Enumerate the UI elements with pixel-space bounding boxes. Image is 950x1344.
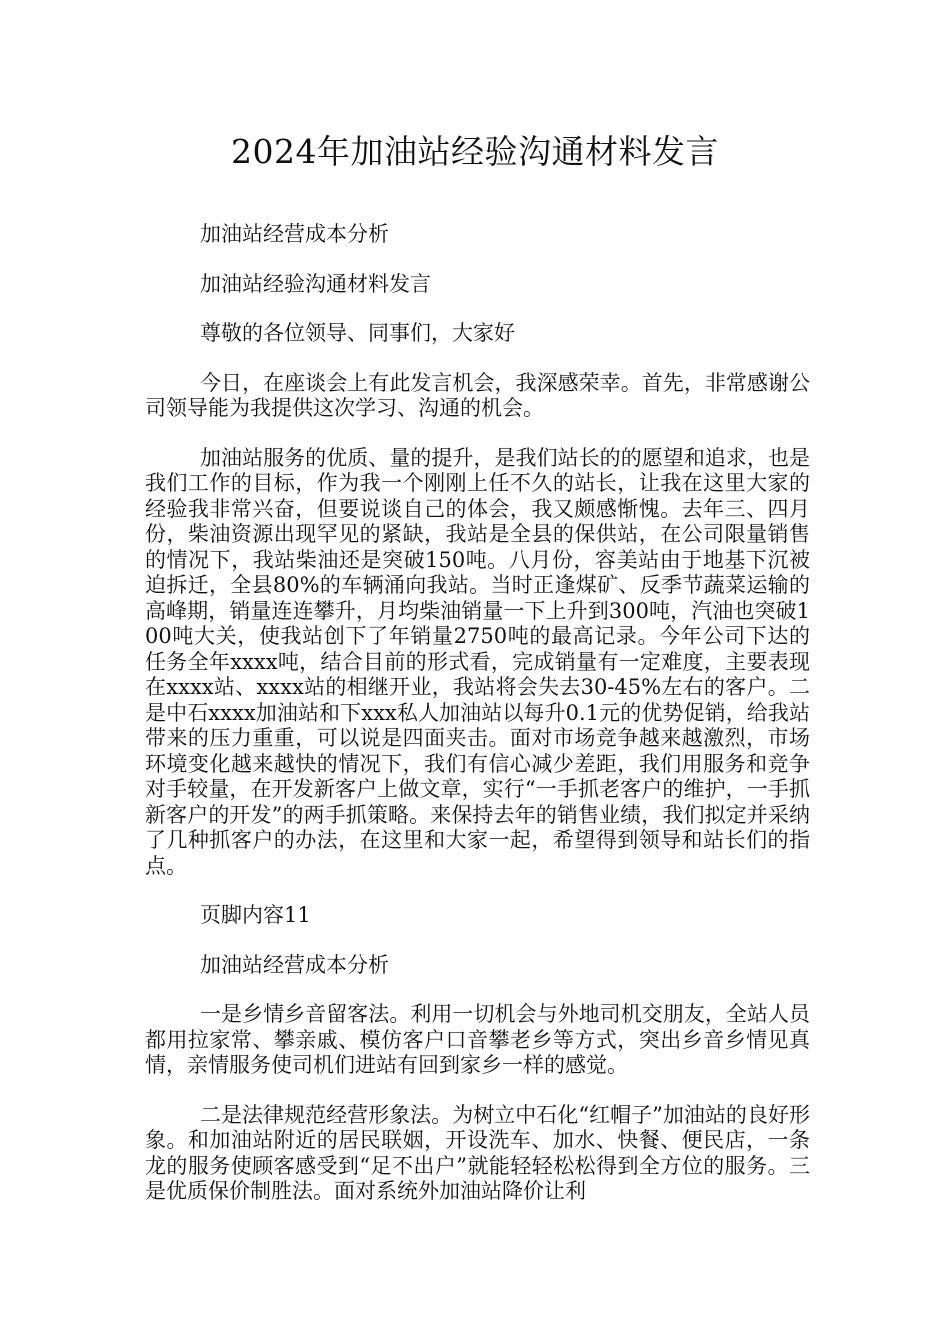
paragraph-subheading-2: 加油站经营成本分析 bbox=[200, 952, 389, 977]
paragraph-opening: 今日，在座谈会上有此发言机会，我深感荣幸。首先，非常感谢公司领导能为我提供这次学习、沟通的机会。 bbox=[145, 370, 810, 420]
paragraph-subtitle: 加油站经验沟通材料发言 bbox=[200, 271, 431, 296]
paragraph-subheading: 加油站经营成本分析 bbox=[200, 222, 389, 246]
paragraph-method-2: 二是法律规范经营形象法。为树立中石化“红帽子”加油站的良好形象。和加油站附近的居民联姻，开设洗车、加水、快餐、便民店，一条龙的服务使顾客感受到“足不出户”就能轻轻松松得到全方位的服务。三是优质保价制胜法。面对系统外加油站降价让利 bbox=[145, 1102, 810, 1203]
paragraph-footer-note: 页脚内容11 bbox=[200, 903, 311, 927]
document-title: 2024年加油站经验沟通材料发言 bbox=[231, 132, 719, 171]
paragraph-method-1: 一是乡情乡音留客法。利用一切机会与外地司机交朋友，全站人员都用拉家常、攀亲戚、模仿客户口音攀老乡等方式，突出乡音乡情见真情，亲情服务使司机们进站有回到家乡一样的感觉。 bbox=[145, 1002, 810, 1077]
document-body bbox=[145, 222, 810, 1229]
paragraph-greeting: 尊敬的各位领导、同事们，大家好 bbox=[200, 321, 515, 345]
paragraph-main: 加油站服务的优质、量的提升，是我们站长的的愿望和追求，也是我们工作的目标，作为我一个刚刚上任不久的站长，让我在这里大家的经验我非常兴奋，但要说谈自己的体会，我又颇感惭愧。去年三、四月份，柴油资源出现罕见的紧缺，我站是全县的保供站，在公司限量销售的情况下，我站柴油还是突破150吨。八月份，容美站由于地基下沉被迫拆迁，全县80%的车辆涌向我站。当时正逢煤矿、反季节蔬菜运输的高峰期，销量连连攀升，月均柴油销量一下上升到300吨，汽油也突破100吨大关，使我站创下了年销量2750吨的最高记录。今年公司下达的任务全年xxxx吨，结合目前的形式看，完成销量有一定难度，主要表现在xxxx站、xxxx站的相继开业，我站将会失去30-45%左右的客户。二是中石xxxx加油站和下xxx私人加油站以每升0.1元的优势促销，给我站带来的压力重重，可以说是四面夹击。面对市场竞争越来越激烈，市场环境变化越来越快的情况下，我们有信心减少差距，我们用服务和竞争对手较量，在开发新客户上做文章，实行“一手抓老客户的维护，一手抓新客户的开发”的两手抓策略。来保持去年的销售业绩，我们拟定并采纳了几种抓客户的办法，在这里和大家一起，希望得到领导和站长们的指点。 bbox=[145, 445, 810, 878]
